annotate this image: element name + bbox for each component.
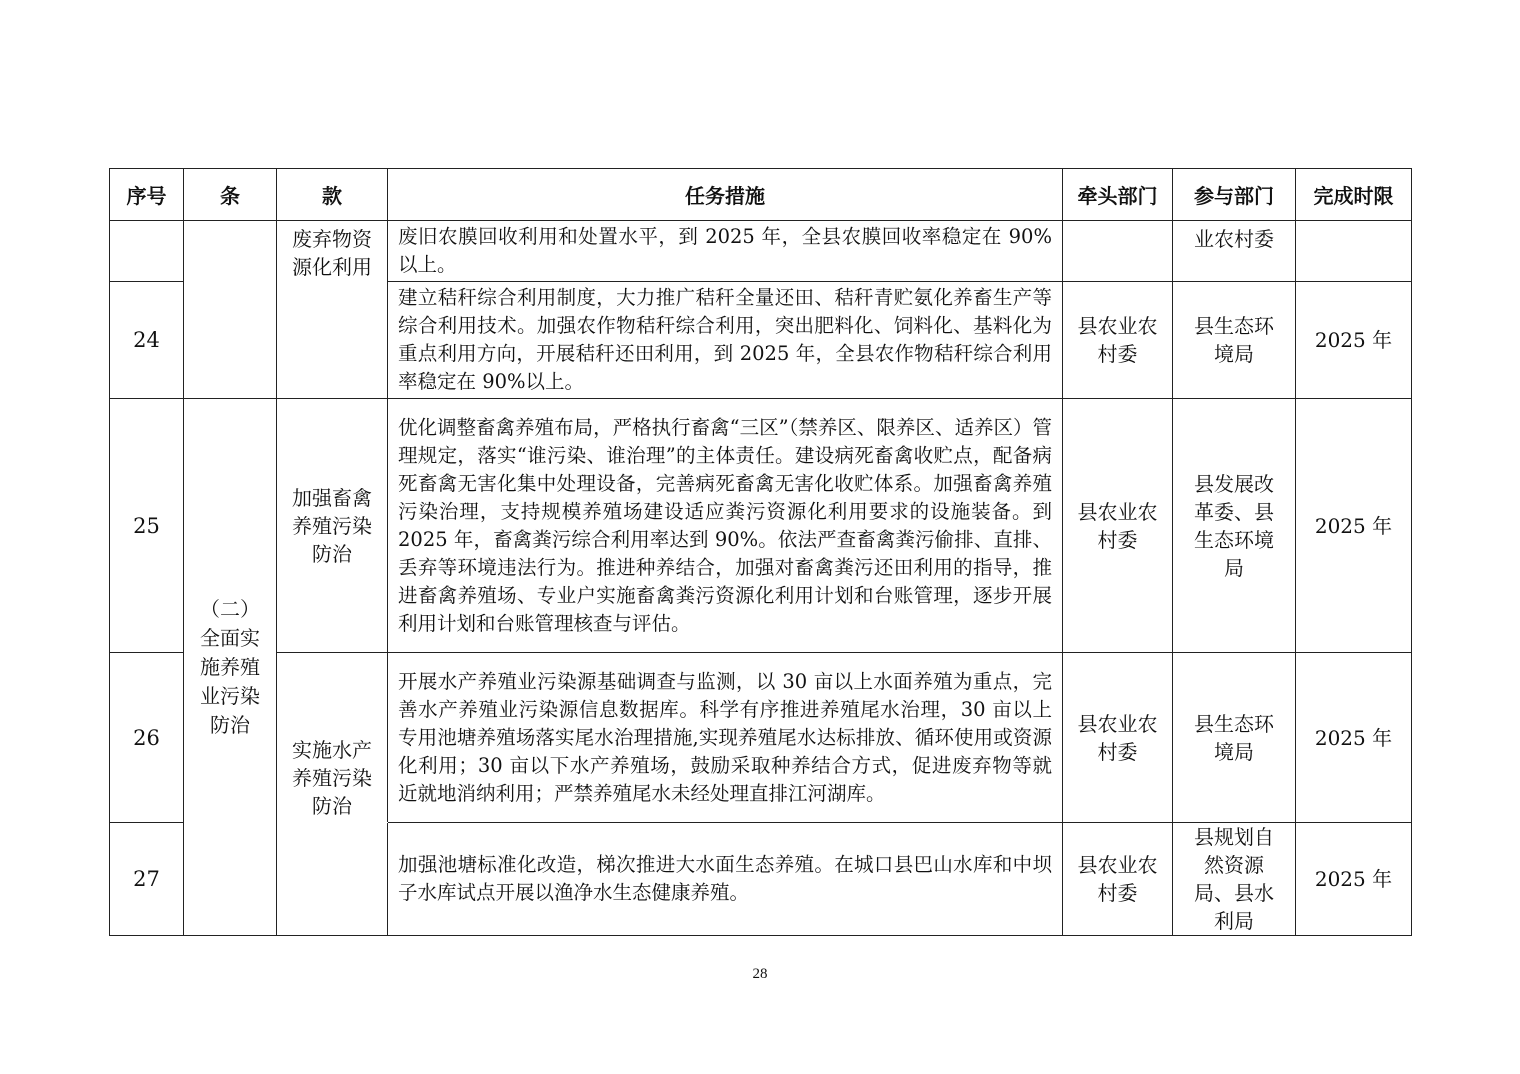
row-participate xyxy=(1173,653,1296,823)
kuan-label-aquaculture: 实施水产养殖污染防治 xyxy=(292,738,372,818)
header-row xyxy=(110,169,1412,221)
task-table xyxy=(109,168,1412,936)
tiao-label-second: （二）全面实施养殖业污染防治 xyxy=(200,596,260,737)
row-seq: 26 xyxy=(110,653,184,823)
row-lead xyxy=(1063,221,1173,282)
row-deadline: 2025 年 xyxy=(1296,653,1412,823)
page-number: 28 xyxy=(752,966,768,982)
row-lead-text: 县农业农村委 xyxy=(1077,314,1158,366)
row-seq: 27 xyxy=(110,823,184,936)
row-lead xyxy=(1063,399,1173,653)
row-lead xyxy=(1063,823,1173,936)
row-lead-text: 县农业农村委 xyxy=(1077,711,1158,764)
kuan-cell-aquaculture-continue xyxy=(277,823,388,936)
header-seq: 序号 xyxy=(110,169,184,221)
kuan-label-waste: 废弃物资源化利用 xyxy=(292,227,372,279)
row-participate-text: 县生态环境局 xyxy=(1194,314,1274,366)
row-deadline: 2025 年 xyxy=(1296,823,1412,936)
row-seq: 25 xyxy=(110,399,184,653)
row-deadline xyxy=(1296,221,1412,282)
row-participate-text: 县生态环境局 xyxy=(1194,711,1274,764)
row-participate xyxy=(1173,399,1296,653)
row-participate xyxy=(1173,282,1296,399)
kuan-label-livestock: 加强畜禽养殖污染防治 xyxy=(292,485,372,566)
row-participate xyxy=(1173,823,1296,936)
row-lead-text: 县农业农村委 xyxy=(1077,853,1158,905)
row-lead xyxy=(1063,282,1173,399)
row-participate-text: 业农村委 xyxy=(1194,227,1274,251)
header-deadline: 完成时限 xyxy=(1296,169,1412,221)
row-participate xyxy=(1173,221,1296,282)
row-deadline: 2025 年 xyxy=(1296,282,1412,399)
header-tiao: 条 xyxy=(184,169,277,221)
row-task: 开展水产养殖业污染源基础调查与监测，以 30 亩以上水面养殖为重点，完善水产养殖业污染源信息数据库。科学有序推进养殖尾水治理，30 亩以上专用池塘养殖场落实尾水治理措施,实现养殖尾水达标排放、循环使用或资源化利用；30 亩以下水产养殖场，鼓励采取种养结合方式，促进废弃物等就近就地消纳利用；严禁养殖尾水未经处理直排江河湖库。 xyxy=(388,653,1063,823)
header-participate: 参与部门 xyxy=(1173,169,1296,221)
row-lead-text: 县农业农村委 xyxy=(1077,499,1158,552)
header-kuan: 款 xyxy=(277,169,388,221)
row-participate-text: 县发展改革委、县生态环境局 xyxy=(1194,471,1274,580)
kuan-cell-livestock xyxy=(277,399,388,653)
row-seq xyxy=(110,221,184,282)
row-task: 建立秸秆综合利用制度，大力推广秸秆全量还田、秸秆青贮氨化养畜生产等综合利用技术。加强农作物秸秆综合利用，突出肥料化、饲料化、基料化为重点利用方向，开展秸秆还田利用，到 2025 年，全县农作物秸秆综合利用率稳定在 90%以上。 xyxy=(388,282,1063,399)
kuan-cell-waste xyxy=(277,221,388,399)
table-row xyxy=(110,653,1412,738)
header-task: 任务措施 xyxy=(388,169,1063,221)
row-task: 废旧农膜回收利用和处置水平，到 2025 年，全县农膜回收率稳定在 90%以上。 xyxy=(388,221,1063,282)
table-row xyxy=(110,221,1412,282)
row-lead xyxy=(1063,653,1173,823)
table-row xyxy=(110,399,1412,653)
row-task: 加强池塘标准化改造，梯次推进大水面生态养殖。在城口县巴山水库和中坝子水库试点开展以渔净水生态健康养殖。 xyxy=(388,823,1063,936)
row-task: 优化调整畜禽养殖布局，严格执行畜禽“三区”（禁养区、限养区、适养区）管理规定，落实“谁污染、谁治理”的主体责任。建设病死畜禽收贮点，配备病死畜禽无害化集中处理设备，完善病死畜禽无害化收贮体系。加强畜禽养殖污染治理，支持规模养殖场建设适应粪污资源化利用要求的设施装备。到 2025 年，畜禽粪污综合利用率达到 90%。依法严查畜禽粪污偷排、直排、丢弃等环境违法行为。推进种养结合，加强对畜禽粪污还田利用的指导，推进畜禽养殖场、专业户实施畜禽粪污资源化利用计划和台账管理，逐步开展利用计划和台账管理核查与评估。 xyxy=(388,399,1063,653)
row-deadline: 2025 年 xyxy=(1296,399,1412,653)
row-seq: 24 xyxy=(110,282,184,399)
table-row xyxy=(110,823,1412,936)
kuan-label-aquaculture-wrapper xyxy=(277,736,387,820)
tiao-cell-second xyxy=(184,399,277,936)
tiao-cell-empty xyxy=(184,221,277,399)
header-lead: 牵头部门 xyxy=(1063,169,1173,221)
row-participate-text: 县规划自然资源局、县水利局 xyxy=(1194,825,1274,933)
